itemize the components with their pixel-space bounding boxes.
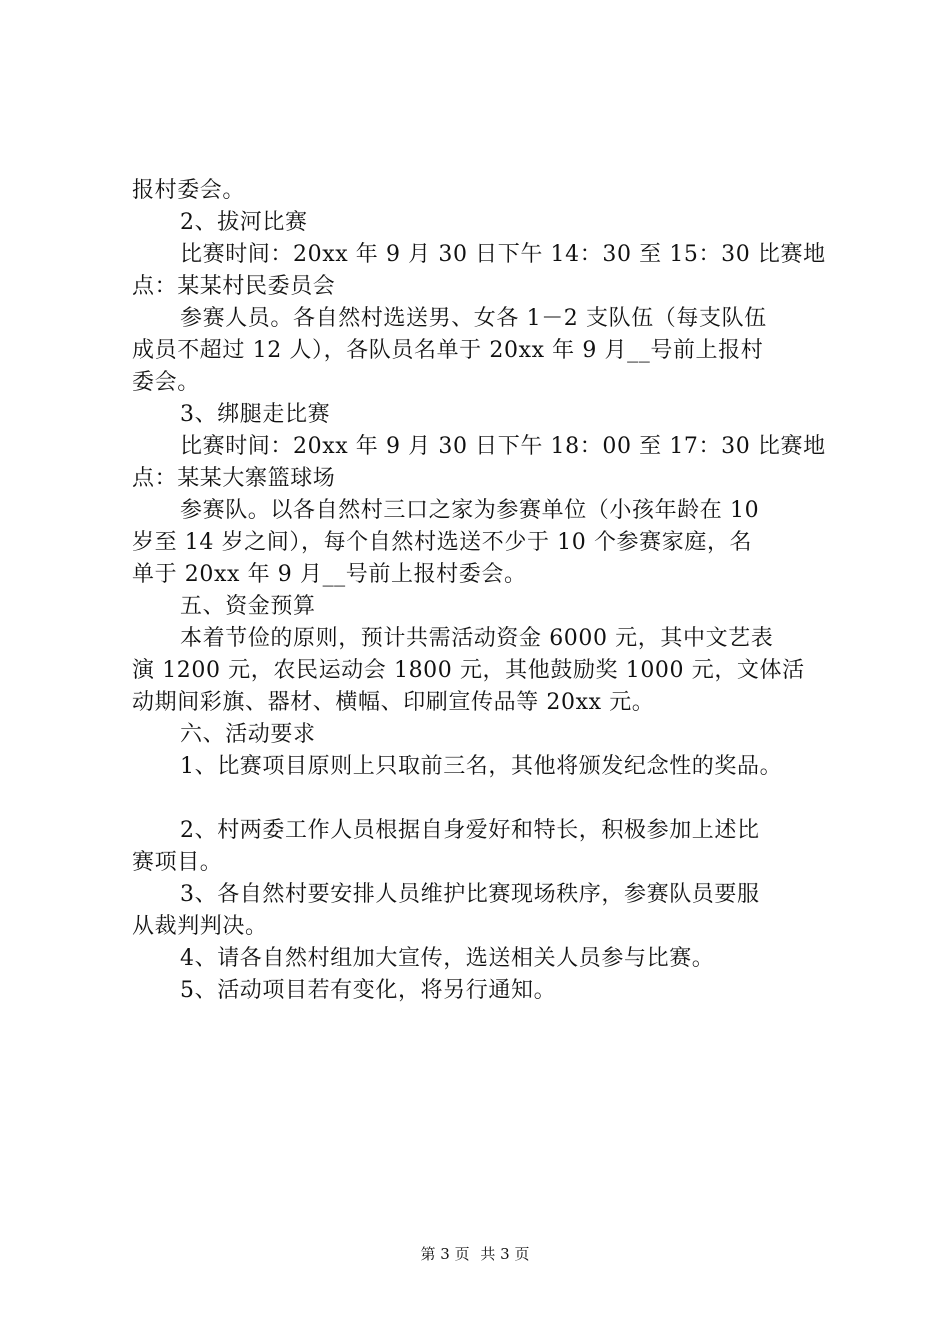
text-line: 本着节俭的原则，预计共需活动资金 6000 元，其中文艺表 — [180, 626, 774, 651]
text-line: 参赛人员。各自然村选送男、女各 1－2 支队伍（每支队伍 — [180, 306, 767, 331]
text-line: 点：某某村民委员会 — [132, 274, 336, 299]
page-number: 第 3 页 — [420, 1245, 470, 1263]
text-line: 报村委会。 — [132, 178, 246, 203]
text-line: 委会。 — [132, 370, 200, 395]
text-line: 4、请各自然村组加大宣传，选送相关人员参与比赛。 — [180, 946, 715, 971]
text-line — [132, 783, 832, 815]
text-line: 六、活动要求 — [180, 722, 316, 747]
text-line: 五、资金预算 — [180, 594, 316, 619]
text-line: 动期间彩旗、器材、横幅、印刷宣传品等 20xx 元。 — [132, 690, 655, 715]
page-footer — [0, 1244, 950, 1264]
text-line: 5、活动项目若有变化，将另行通知。 — [180, 978, 557, 1003]
text-line: 比赛时间：20xx 年 9 月 30 日下午 14：30 至 15：30 比赛地 — [180, 242, 826, 267]
text-line: 岁至 14 岁之间），每个自然村选送不少于 10 个参赛家庭，名 — [132, 530, 753, 555]
page-total: 共 3 页 — [480, 1245, 530, 1263]
text-line: 3、绑腿走比赛 — [180, 402, 331, 427]
document-body — [132, 175, 832, 1007]
text-line: 成员不超过 12 人），各队员名单于 20xx 年 9 月__号前上报村 — [132, 338, 764, 363]
text-line: 3、各自然村要安排人员维护比赛现场秩序，参赛队员要服 — [180, 882, 760, 907]
text-line: 赛项目。 — [132, 850, 223, 875]
text-line: 1、比赛项目原则上只取前三名，其他将颁发纪念性的奖品。 — [180, 754, 783, 779]
text-line: 单于 20xx 年 9 月__号前上报村委会。 — [132, 562, 527, 587]
text-line: 比赛时间：20xx 年 9 月 30 日下午 18：00 至 17：30 比赛地 — [180, 434, 826, 459]
text-line: 点：某某大寨篮球场 — [132, 466, 336, 491]
text-line: 参赛队。以各自然村三口之家为参赛单位（小孩年龄在 10 — [180, 498, 760, 523]
text-line: 从裁判判决。 — [132, 914, 268, 939]
text-line: 演 1200 元，农民运动会 1800 元，其他鼓励奖 1000 元，文体活 — [132, 658, 805, 683]
text-line: 2、拔河比赛 — [180, 210, 308, 235]
text-line: 2、村两委工作人员根据自身爱好和特长，积极参加上述比 — [180, 818, 760, 843]
